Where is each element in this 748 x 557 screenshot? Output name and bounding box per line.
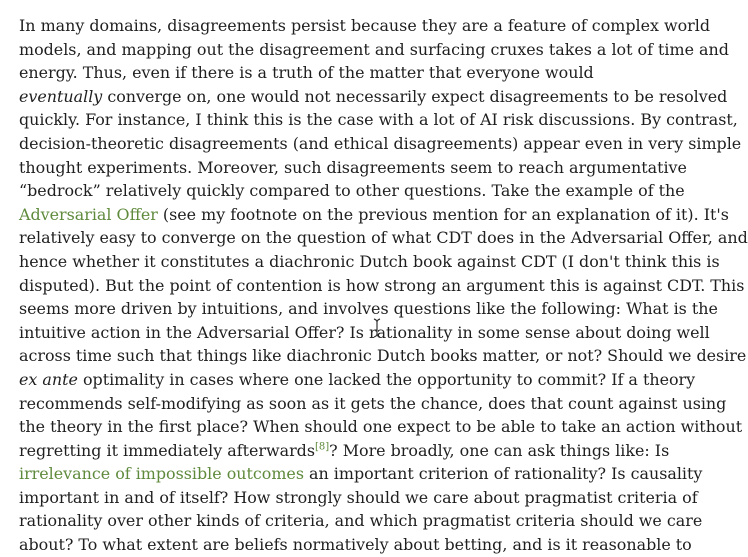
- text-cursor-icon: [373, 318, 381, 338]
- article-paragraph: [19, 14, 748, 557]
- text-line: intuitive action in the Adversarial Offer? Is rationality in some sense about doing well: [19, 322, 710, 342]
- text-span: optimality in cases where one lacked the opportunity to commit? If a theory: [77, 369, 696, 389]
- text-line: recommends self-modifying as soon as it gets the chance, does that count against using: [19, 393, 727, 413]
- text-line: energy. Thus, even if there is a truth of the matter that everyone would: [19, 63, 594, 83]
- text-line: quickly. For instance, I think this is the case with a lot of AI risk discussions. By contrast,: [19, 110, 738, 130]
- emphasis-ex-ante: ex ante: [19, 369, 78, 389]
- text-line: [19, 462, 703, 486]
- text-line: about? To what extent are beliefs normatively about betting, and is it reasonable to: [19, 535, 692, 555]
- text-line: disputed). But the point of contention is how strong an argument this is against CDT. This: [19, 275, 745, 295]
- text-line: [19, 368, 696, 392]
- text-line: [19, 85, 728, 109]
- text-line: hence whether it constitutes a diachronic Dutch book against CDT (I don't think this is: [19, 251, 720, 271]
- text-line: “bedrock” relatively quickly compared to other questions. Take the example of the: [19, 181, 685, 201]
- adversarial-offer-link[interactable]: Adversarial Offer: [19, 204, 158, 224]
- text-span: ? More broadly, one can ask things like: Is: [329, 440, 670, 460]
- footnote-8-link[interactable]: [8]: [315, 441, 330, 453]
- text-line: the theory in the first place? When should one expect to be able to take an action without: [19, 417, 743, 437]
- irrelevance-of-impossible-outcomes-link[interactable]: irrelevance of impossible outcomes: [19, 464, 304, 484]
- text-line: relatively easy to converge on the question of what CDT does in the Adversarial Offer, and: [19, 228, 748, 248]
- text-line: thought experiments. Moreover, such disagreements seem to reach argumentative: [19, 157, 687, 177]
- text-line: important in and of itself? How strongly should we care about pragmatist criteria of: [19, 487, 698, 507]
- text-line: rationality over other kinds of criteria, and which pragmatist criteria should we care: [19, 511, 703, 531]
- text-line: [19, 203, 729, 227]
- text-line: models, and mapping out the disagreement and surfacing cruxes takes a lot of time and: [19, 39, 729, 59]
- text-span: (see my footnote on the previous mention for an explanation of it). It's: [157, 204, 729, 224]
- text-span: an important criterion of rationality? Is causality: [303, 464, 703, 484]
- text-line: seems more driven by intuitions, and involves questions like the following: What is the: [19, 299, 718, 319]
- emphasis-eventually: eventually: [19, 86, 103, 106]
- text-line: [19, 439, 670, 463]
- text-line: In many domains, disagreements persist because they are a feature of complex world: [19, 16, 711, 35]
- text-line: across time such that things like diachronic Dutch books matter, or not? Should we desire: [19, 346, 747, 366]
- text-line: decision-theoretic disagreements (and ethical disagreements) appear even in very simple: [19, 133, 742, 153]
- text-span: regretting it immediately afterwards: [19, 440, 315, 460]
- text-span: converge on, one would not necessarily expect disagreements to be resolved: [102, 86, 728, 106]
